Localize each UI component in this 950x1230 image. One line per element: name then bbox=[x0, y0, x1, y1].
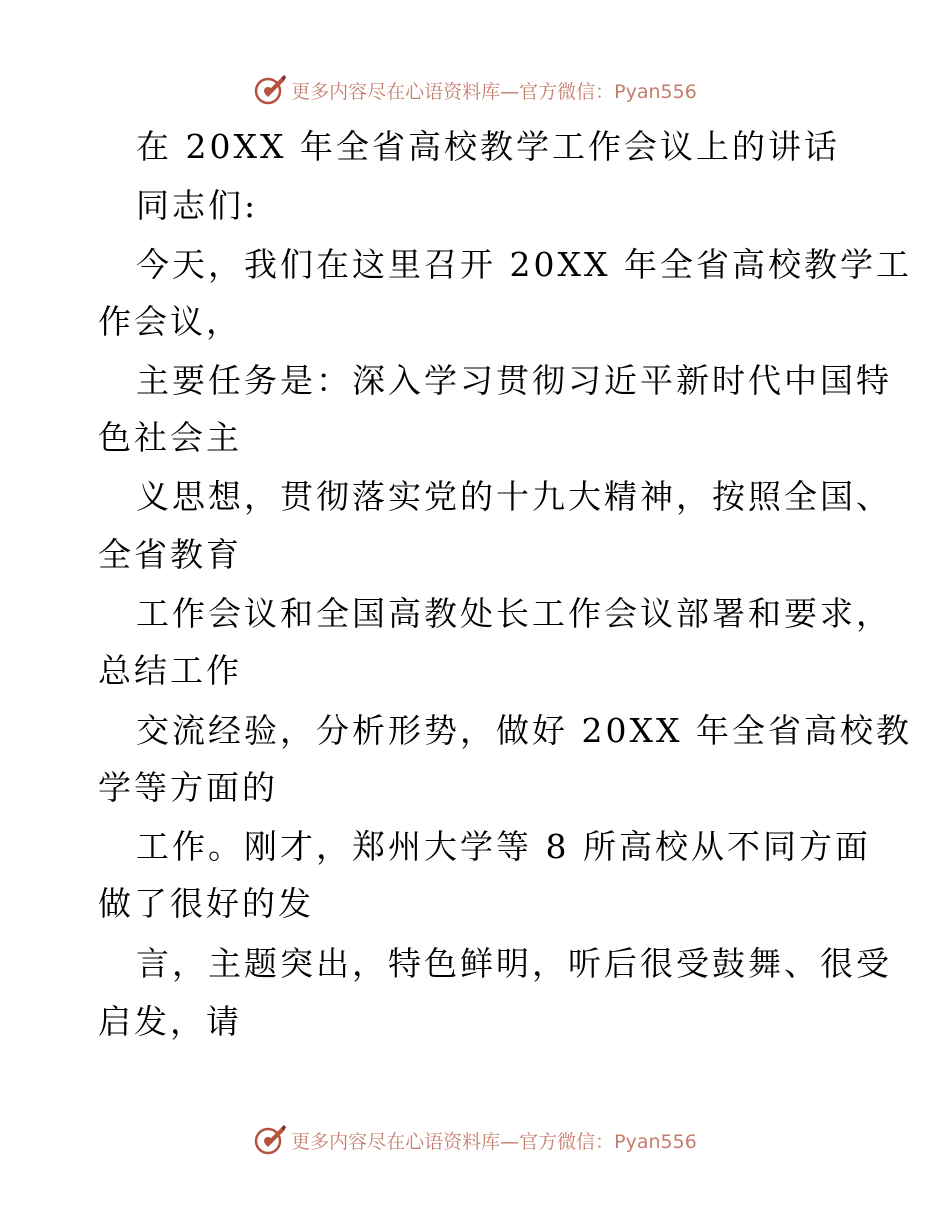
text-line: 交流经验，分析形势，做好 20XX 年全省高校教 bbox=[136, 711, 912, 750]
text-line: 言，主题突出，特色鲜明，听后很受鼓舞、很受 bbox=[136, 944, 892, 983]
text-line: 义思想，贯彻落实党的十九大精神，按照全国、 bbox=[136, 477, 892, 516]
salutation: 同志们: bbox=[136, 186, 259, 225]
text-line: 今天，我们在这里召开 20XX 年全省高校教学工 bbox=[136, 245, 912, 284]
pen-circle-logo-icon bbox=[253, 1123, 287, 1157]
text-line: 色社会主 bbox=[98, 418, 242, 457]
header-banner-text: 更多内容尽在心语资料库—官方微信：Pyan556 bbox=[291, 80, 697, 103]
text-line: 工作会议和全国高教处长工作会议部署和要求， bbox=[136, 594, 892, 633]
footer-banner bbox=[0, 1120, 950, 1160]
text-line: 学等方面的 bbox=[98, 768, 278, 807]
text-line: 做了很好的发 bbox=[98, 884, 314, 923]
text-line: 总结工作 bbox=[98, 651, 242, 690]
text-line: 作会议， bbox=[98, 302, 242, 341]
footer-banner-text: 更多内容尽在心语资料库—官方微信：Pyan556 bbox=[291, 1130, 697, 1153]
text-line: 主要任务是：深入学习贯彻习近平新时代中国特 bbox=[136, 361, 892, 400]
text-line: 工作。刚才，郑州大学等 8 所高校从不同方面 bbox=[136, 827, 871, 866]
document-title: 在 20XX 年全省高校教学工作会议上的讲话 bbox=[136, 127, 840, 166]
text-line: 全省教育 bbox=[98, 535, 242, 574]
text-line: 启发，请 bbox=[98, 1002, 242, 1041]
